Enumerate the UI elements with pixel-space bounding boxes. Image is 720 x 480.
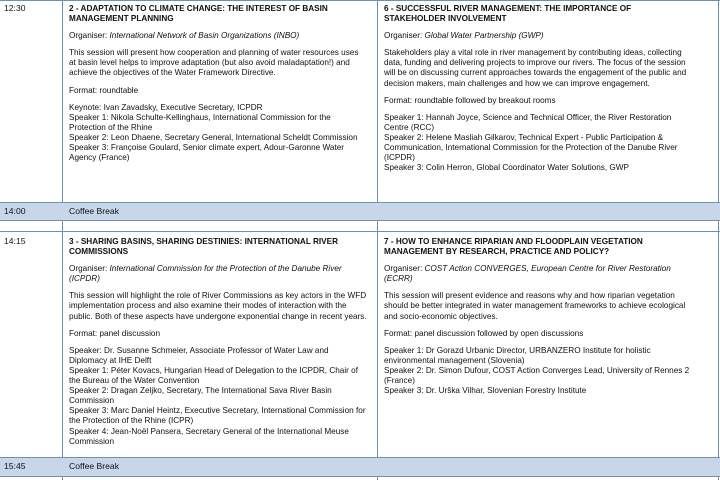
session-format: Format: roundtable [69,85,139,95]
session-title: 6 - SUCCESSFUL RIVER MANAGEMENT: THE IMPORTANCE OF STAKEHOLDER INVOLVEMENT [384,4,632,24]
speaker-line: Speaker 3: Colin Herron, Global Coordinator Water Solutions, GWP [384,163,629,173]
break-time: 14:00 [4,206,26,216]
speaker-line: Speaker 2: Helene Masliah Gilkarov, Technical Expert - Public Participation & Communication, International Commission for the Protection of the Danube River (ICPDR) [384,132,678,163]
session-format: Format: roundtable followed by breakout rooms [384,95,556,105]
session-title: 3 - SHARING BASINS, SHARING DESTINIES: INTERNATIONAL RIVER COMMISSIONS [69,237,338,257]
session-organiser: Organiser: COST Action CONVERGES, European Centre for River Restoration (ECRR) [384,264,671,284]
session-6-cell [384,4,694,173]
session-format: Format: panel discussion [69,328,161,338]
break-label: Coffee Break [69,461,120,471]
speaker-line: Speaker 1: Péter Kovacs, Hungarian Head of Delegation to the ICPDR, Chair of the Bureau of the Water Convention [69,365,358,386]
session-description: This session will present evidence and reasons why and how riparian vegetation should be better integrated in water management frameworks to achieve ecological and socio-economic objectives. [384,291,686,321]
session-2-cell [69,4,367,163]
row-divider [0,0,720,1]
session-7-cell [384,237,694,396]
column-divider-right [718,0,719,480]
speaker-line: Speaker 1: Nikola Schulte-Kellinghaus, International Commission for the Protection of the Rhine [69,112,331,132]
break-label: Coffee Break [69,206,120,216]
session-title: 2 - ADAPTATION TO CLIMATE CHANGE: THE INTEREST OF BASIN MANAGEMENT PLANNING [69,4,328,24]
session-3-cell [69,237,367,447]
speaker-line: Speaker 3: Dr. Urška Vilhar, Slovenian Forestry Institute [384,386,587,396]
session-description: Stakeholders play a vital role in river management by contributing ideas, collecting data, funding and delivering projects to improve our rivers. The focus of the session will be on discussing current approaches towards the engagement of the public and decision makers, main challenges and how we can improve engagement. [384,48,687,88]
speaker-line: Speaker 1: Dr Gorazd Urbanic Director, URBANZERO Institute for holistic environmental management (Slovenia) [384,345,651,365]
session-title: 7 - HOW TO ENHANCE RIPARIAN AND FLOODPLAIN VEGETATION MANAGEMENT BY RESEARCH, PRACTICE AND POLICY? [384,237,643,257]
speaker-line: Speaker 4: Jean-Noël Pansera, Secretary General of the International Meuse Commission [69,426,349,446]
speaker-line: Speaker 3: Marc Daniel Heintz, Executive Secretary, International Commission for the Protection of the Rhine (ICPR) [69,406,366,426]
session-description: This session will present how cooperation and planning of water resources uses at basin level helps to improve adaptation (but also avoid maladaptation!) and achieve the objectives of the Water Framework Directive. [69,48,359,78]
column-divider-time [62,0,63,480]
coffee-break-row [0,202,720,221]
row-divider [0,231,720,232]
session-organiser: Organiser: Global Water Partnership (GWP) [384,31,544,41]
speaker-line: Speaker 3: Françoise Goulard, Senior climate expert, Adour-Garonne Water Agency (France) [69,143,345,163]
speaker-line: Speaker 2: Dragan Zeljko, Secretary, The International Sava River Basin Commission [69,386,332,406]
session-organiser: Organiser: International Commission for the Protection of the Danube River (ICPDR) [69,264,342,284]
speaker-line: Speaker 1: Hannah Joyce, Science and Technical Officer, the River Restoration Centre (RCC) [384,112,672,132]
session-format: Format: panel discussion followed by open discussions [384,328,584,338]
speaker-line: Keynote: Ivan Zavadsky, Executive Secretary, ICPDR [69,102,263,112]
speaker-line: Speaker 2: Dr. Simon Dufour, COST Action Converges Lead, University of Rennes 2 (France) [384,365,690,386]
time-slot-1230: 12:30 [4,3,26,13]
speaker-line: Speaker 2: Leon Dhaene, Secretary General, International Scheldt Commission [69,132,358,142]
speaker-line: Speaker: Dr. Susanne Schmeier, Associate Professor of Water Law and Diplomacy at IHE Delft [69,345,329,365]
session-description: This session will highlight the role of River Commissions as key actors in the WFD implementation process and also examine their modes of interaction with the public. Both of these aspects have undergone exponential change in recent years. [69,291,367,321]
break-time: 15:45 [4,461,26,471]
time-slot-1415: 14:15 [4,236,26,246]
column-divider-sessions [377,0,378,480]
session-organiser: Organiser: International Network of Basin Organizations (INBO) [69,31,300,41]
coffee-break-row [0,457,720,477]
